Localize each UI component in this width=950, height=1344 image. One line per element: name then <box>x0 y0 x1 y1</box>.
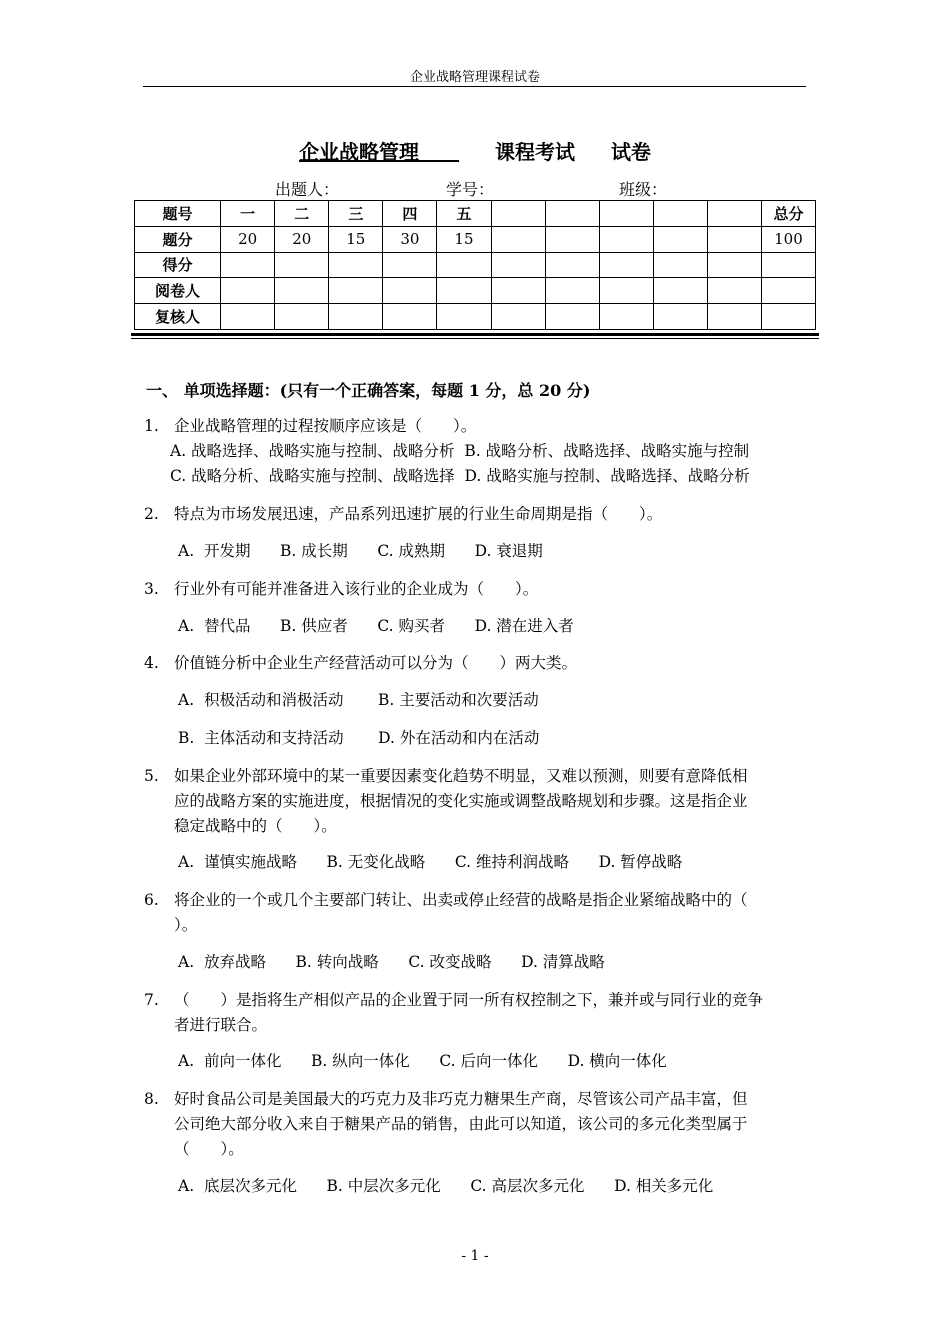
section-points: 20 <box>275 226 329 252</box>
page-number: - 1 - <box>461 1248 489 1264</box>
question-text: （ ）是指将生产相似产品的企业置于同一所有权控制之下，兼并或与同行业的竞争 <box>174 991 764 1009</box>
empty-cell <box>653 226 707 252</box>
section-number: 四 <box>383 201 437 227</box>
empty-cell <box>491 201 545 227</box>
double-rule-thick <box>131 333 819 336</box>
question-text: 应的战略方案的实施进度，根据情况的变化实施或调整战略规划和步骤。这是指企业 <box>174 792 748 810</box>
section-number: 三 <box>329 201 383 227</box>
question-text: 者进行联合。 <box>174 1016 268 1034</box>
running-header: 企业战略管理课程试卷 <box>409 70 540 85</box>
row-section-points <box>135 226 816 252</box>
course-name: 企业战略管理 <box>299 140 420 164</box>
question-number: 4. <box>144 654 159 672</box>
question-text: 稳定战略中的（ ）。 <box>174 817 337 835</box>
option-line: A. 底层次多元化 B. 中层次多元化 C. 高层次多元化 D. 相关多元化 <box>178 1177 714 1195</box>
section-number: 五 <box>437 201 491 227</box>
double-rule-thin <box>131 338 819 339</box>
question-text: 特点为市场发展迅速，产品系列迅速扩展的行业生命周期是指（ ）。 <box>174 505 663 523</box>
option-line: A. 前向一体化 B. 纵向一体化 C. 后向一体化 D. 横向一体化 <box>178 1052 667 1070</box>
question-text: 好时食品公司是美国最大的巧克力及非巧克力糖果生产商，尽管该公司产品丰富，但 <box>174 1090 748 1108</box>
total-label: 总分 <box>761 201 815 227</box>
question-text: （ ）。 <box>174 1140 244 1158</box>
class-label: 班级： <box>619 180 668 199</box>
score-table <box>134 200 816 330</box>
empty-cell <box>599 201 653 227</box>
empty-cell <box>707 201 761 227</box>
question-text: 公司绝大部分收入来自于糖果产品的销售，由此可以知道，该公司的多元化类型属于 <box>174 1115 748 1133</box>
option-line: A. 积极活动和消极活动 B. 主要活动和次要活动 <box>178 691 539 709</box>
row-label: 题分 <box>135 226 221 252</box>
question-number: 7. <box>144 991 159 1009</box>
row-label: 得分 <box>135 252 221 278</box>
exam-label: 课程考试 <box>495 140 575 164</box>
section-number: 二 <box>275 201 329 227</box>
empty-cell <box>707 226 761 252</box>
question-number: 8. <box>144 1090 159 1108</box>
option-line: A. 开发期 B. 成长期 C. 成熟期 D. 衰退期 <box>178 542 543 560</box>
option-line: A. 放弃战略 B. 转向战略 C. 改变战略 D. 清算战略 <box>178 953 605 971</box>
question-number: 6. <box>144 891 159 909</box>
section-points: 15 <box>329 226 383 252</box>
row-score <box>135 252 816 278</box>
total-points: 100 <box>761 226 815 252</box>
empty-cell <box>491 226 545 252</box>
option-line: C. 战略分析、战略实施与控制、战略选择 D. 战略实施与控制、战略选择、战略分析 <box>170 467 750 485</box>
page-title <box>0 136 950 165</box>
section-points: 20 <box>221 226 275 252</box>
student-id-label: 学号： <box>446 180 495 199</box>
row-reviewer <box>135 304 816 330</box>
empty-cell <box>545 226 599 252</box>
question-text: ）。 <box>174 916 198 934</box>
row-label: 复核人 <box>135 304 221 330</box>
question-number: 5. <box>144 767 159 785</box>
empty-cell <box>599 226 653 252</box>
section-points: 30 <box>383 226 437 252</box>
row-label: 题号 <box>135 201 221 227</box>
setter-label: 出题人： <box>275 180 340 199</box>
question-text: 价值链分析中企业生产经营活动可以分为（ ）两大类。 <box>174 654 578 672</box>
empty-cell <box>545 201 599 227</box>
row-section-number <box>135 201 816 227</box>
question-number: 3. <box>144 580 159 598</box>
section-heading: 一、 单项选择题：(只有一个正确答案，每题 1 分，总 20 分) <box>146 381 591 400</box>
row-label: 阅卷人 <box>135 278 221 304</box>
row-grader <box>135 278 816 304</box>
question-number: 1. <box>144 417 159 435</box>
option-line: A. 战略选择、战略实施与控制、战略分析 B. 战略分析、战略选择、战略实施与控制 <box>170 442 750 460</box>
question-text: 如果企业外部环境中的某一重要因素变化趋势不明显，又难以预测，则要有意降低相 <box>174 767 748 785</box>
option-line: A. 谨慎实施战略 B. 无变化战略 C. 维持利润战略 D. 暂停战略 <box>178 853 683 871</box>
option-line: B. 主体活动和支持活动 D. 外在活动和内在活动 <box>178 729 540 747</box>
question-text: 将企业的一个或几个主要部门转让、出卖或停止经营的战略是指企业紧缩战略中的（ <box>174 891 748 909</box>
question-text: 企业战略管理的过程按顺序应该是（ ）。 <box>174 417 477 435</box>
section-points: 15 <box>437 226 491 252</box>
section-number: 一 <box>221 201 275 227</box>
option-line: A. 替代品 B. 供应者 C. 购买者 D. 潜在进入者 <box>178 617 574 635</box>
question-text: 行业外有可能并准备进入该行业的企业成为（ ）。 <box>174 580 539 598</box>
empty-cell <box>653 201 707 227</box>
header-rule <box>143 86 806 87</box>
paper-label: 试卷 <box>610 140 651 164</box>
question-number: 2. <box>144 505 159 523</box>
